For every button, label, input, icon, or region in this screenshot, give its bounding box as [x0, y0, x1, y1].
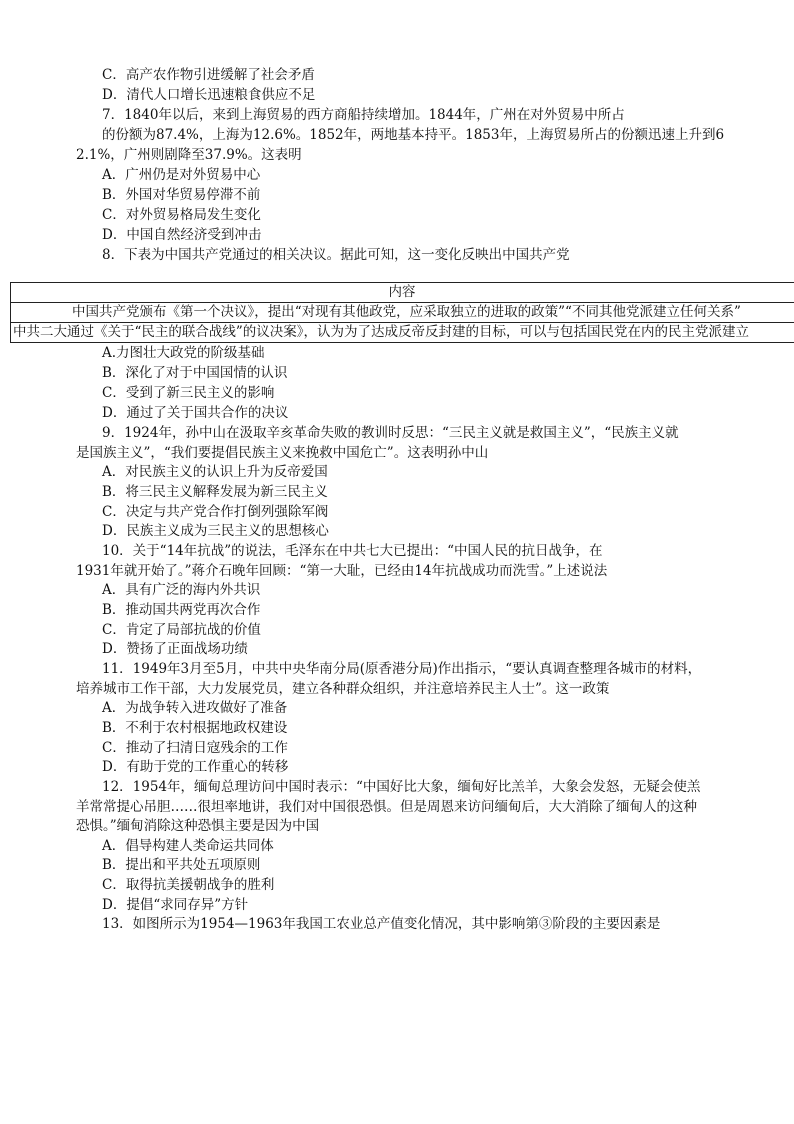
q10-option-c: C．肯定了局部抗战的价值 [102, 622, 261, 638]
table-row [10, 303, 794, 323]
resolution-table [10, 282, 794, 343]
q8-option-c: C．受到了新三民主义的影响 [102, 385, 275, 401]
q12-stem-line-2: 羊常常提心吊胆……很坦率地讲，我们对中国很恐惧。但是周恩来访问缅甸后，大大消除了缅甸人的这种 [76, 799, 697, 815]
q11-option-b: B．不利于农村根据地政权建设 [102, 720, 288, 736]
q12-option-d: D．提倡“求同存异”方针 [102, 897, 249, 913]
table-cell-first-resolution: 中国共产党颁布《第一个决议》，提出“对现有其他政党，应采取独立的进取的政策”“不同其他党派建立任何关系” [10, 303, 794, 323]
q11-option-a: A．为战争转入进攻做好了准备 [102, 700, 288, 716]
table-header-content: 内容 [10, 283, 794, 303]
table-cell-second-congress: 中共二大通过《关于“民主的联合战线”的议决案》，认为为了达成反帝反封建的目标，可以与包括国民党在内的民主党派建立 [10, 323, 794, 343]
q9-option-a: A．对民族主义的认识上升为反帝爱国 [102, 464, 328, 480]
q7-stem-line-3: 2.1%，广州则剧降至37.9%。这表明 [76, 147, 302, 163]
q6-option-c: C．高产农作物引进缓解了社会矛盾 [102, 67, 315, 83]
q8-stem: 8．下表为中国共产党通过的相关决议。据此可知，这一变化反映出中国共产党 [102, 247, 570, 263]
q11-stem-line-1: 11．1949年3月至5月，中共中央华南分局(原香港分局)作出指示，“要认真调查整理各城市的材料， [102, 661, 702, 677]
q11-stem-line-2: 培养城市工作干部，大力发展党员，建立各种群众组织，并注意培养民主人士”。这一政策 [76, 681, 610, 697]
q9-option-d: D．民族主义成为三民主义的思想核心 [102, 523, 329, 539]
q13-stem: 13．如图所示为1954—1963年我国工农业总产值变化情况，其中影响第③阶段的主要因素是 [102, 916, 661, 932]
q9-stem-line-1: 9．1924年，孙中山在汲取辛亥革命失败的教训时反思：“三民主义就是救国主义”，“民族主义就 [102, 425, 679, 441]
q7-option-c: C．对外贸易格局发生变化 [102, 207, 261, 223]
q10-stem-line-1: 10．关于“14年抗战”的说法，毛泽东在中共七大已提出：“中国人民的抗日战争，在 [102, 543, 603, 559]
q6-option-d: D．清代人口增长迅速粮食供应不足 [102, 87, 316, 103]
q10-option-b: B．推动国共两党再次合作 [102, 602, 261, 618]
q7-option-a: A．广州仍是对外贸易中心 [102, 167, 261, 183]
q7-option-b: B．外国对华贸易停滞不前 [102, 187, 261, 203]
q7-stem-line-1: 7．1840年以后，来到上海贸易的西方商船持续增加。1844年，广州在对外贸易中所占 [102, 107, 625, 123]
q12-option-b: B．提出和平共处五项原则 [102, 857, 261, 873]
q11-option-c: C．推动了扫清日寇残余的工作 [102, 740, 288, 756]
q12-stem-line-1: 12．1954年，缅甸总理访问中国时表示：“中国好比大象，缅甸好比羔羊，大象会发怒，无疑会使羔 [102, 779, 701, 795]
table-header-row [10, 283, 794, 303]
q10-option-d: D．赞扬了正面战场功绩 [102, 641, 248, 657]
q9-stem-line-2: 是国族主义”，“我们要提倡民族主义来挽救中国危亡”。这表明孙中山 [76, 445, 489, 461]
q10-option-a: A．具有广泛的海内外共识 [102, 582, 261, 598]
q12-option-a: A．倡导构建人类命运共同体 [102, 838, 274, 854]
q7-option-d: D．中国自然经济受到冲击 [102, 227, 262, 243]
q8-option-a: A.力图壮大政党的阶级基础 [102, 345, 265, 361]
q8-option-d: D．通过了关于国共合作的决议 [102, 405, 289, 421]
q11-option-d: D．有助于党的工作重心的转移 [102, 759, 289, 775]
q9-option-c: C．决定与共产党合作打倒列强除军阀 [102, 504, 329, 520]
q9-option-b: B．将三民主义解释发展为新三民主义 [102, 484, 328, 500]
q10-stem-line-2: 1931年就开始了。”蒋介石晚年回顾：“第一大耻，已经由14年抗战成功而洗雪。”上述说法 [76, 563, 608, 579]
table-left-border [10, 282, 11, 342]
q12-option-c: C．取得抗美援朝战争的胜利 [102, 877, 275, 893]
table-row [10, 323, 794, 343]
q7-stem-line-2: 的份额为87.4%，上海为12.6%。1852年，两地基本持平。1853年，上海贸易所占的份额迅速上升到6 [102, 127, 725, 143]
q12-stem-line-3: 恐惧。”缅甸消除这种恐惧主要是因为中国 [76, 818, 320, 834]
q8-option-b: B．深化了对于中国国情的认识 [102, 365, 288, 381]
